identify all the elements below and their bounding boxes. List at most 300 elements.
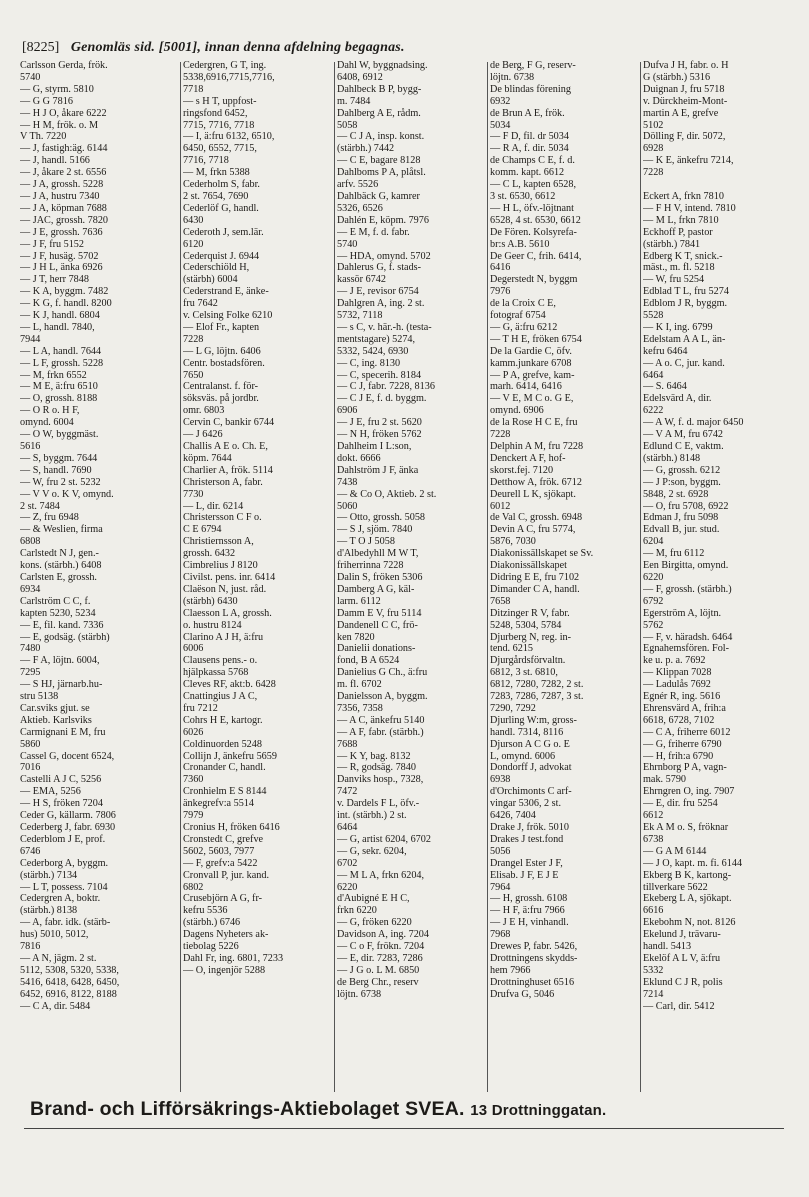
directory-line: — R A, f. dir. 5034 [490,143,569,155]
directory-line: Dahlbäck G, kamrer [337,190,420,202]
directory-column [337,60,488,1001]
directory-line: Dufva J H, fabr. o. H [643,60,729,71]
directory-line: Coldinuorden 5248 [183,738,262,750]
directory-column [183,60,335,977]
directory-line: 6746 [20,845,41,857]
directory-line: Drottningens skydds- [490,952,578,964]
directory-line: Dahlbeck B P, bygg- [337,83,422,95]
directory-line: De Fören. Kolsyrefa- [490,226,577,238]
directory-line: 6012 [490,500,511,512]
directory-line: Denckert A F, hof- [490,452,566,464]
directory-line: — J A, hustru 7340 [20,190,100,202]
directory-line: Cederblom J E, prof. [20,833,106,845]
directory-line: — J, fastigh:äg. 6144 [20,143,108,155]
directory-column [490,60,641,1001]
directory-line: — J H L, änka 6926 [20,262,103,274]
directory-line: — G A M 6144 [643,845,707,857]
directory-line: Edblad T L, fru 5274 [643,286,729,298]
directory-line: Ehrnborg P A, vagn- [643,762,727,774]
directory-line: — S. 6464 [643,381,687,393]
directory-line: Djurberg N, reg. in- [490,631,572,643]
directory-line: v. Celsing Folke 6210 [183,310,273,322]
directory-line: — V A M, fru 6742 [643,429,724,441]
directory-line: Diakonissällskapet se Sv. [490,548,594,560]
directory-line: Danielius G Ch., ä:fru [337,667,428,679]
directory-line: De blindas förening [490,83,571,95]
directory-line: Dahlboms P A, plåtsl. [337,167,426,179]
directory-line: — K Y, bag. 8132 [337,750,411,762]
directory-line: Centralanst. f. för- [183,381,259,393]
directory-line: Cederschiöld H, [183,262,250,274]
directory-line: — J F, husäg. 5702 [20,250,99,262]
directory-line: — K J, handl. 6804 [20,310,100,322]
page-header [22,40,405,56]
directory-line: omynd. 6906 [490,405,544,417]
directory-line: Djurling W:m, gross- [490,714,577,726]
directory-line: Car.sviks gjut. se [20,702,90,714]
directory-line: hus) 5010, 5012, [20,929,89,941]
directory-line: 6006 [183,643,204,655]
directory-line: handl. 7314, 8116 [490,726,564,738]
directory-line: — M, frkn 5388 [183,167,250,179]
directory-line: 7730 [183,488,204,500]
directory-line: Dimander C A, handl. [490,583,580,595]
directory-line: 5332, 5424, 6930 [337,345,409,357]
directory-line: fru 7212 [183,702,218,714]
directory-line: 6026 [183,726,204,738]
directory-line: Cronander C, handl. [183,762,266,774]
directory-line: — C J, fabr. 7228, 8136 [337,381,435,393]
directory-line: — J G o. L M. 6850 [337,964,420,976]
directory-line: Drottninghuset 6516 [490,976,575,988]
directory-line: L, omynd. 6006 [490,750,556,762]
directory-line: Charlier A, frök. 5114 [183,464,273,476]
directory-line: Deurell L K, sjökapt. [490,488,576,500]
directory-line: 5112, 5308, 5320, 5338, [20,964,119,976]
directory-columns [20,60,792,1090]
directory-line: d'Aubigné E H C, [337,893,410,905]
directory-line: — S, byggm. 7644 [20,452,98,464]
directory-line: — L T, possess. 7104 [20,881,108,893]
directory-line: De la Gardie C, öfv. [490,345,572,357]
directory-line: 7228 [183,333,204,345]
directory-line: — M, fru 6112 [643,548,705,560]
directory-line: — C A, friherre 6012 [643,726,731,738]
directory-line: 2 st. 7654, 7690 [183,190,249,202]
directory-line: 3 st. 6530, 6612 [490,190,556,202]
directory-line: Danielii donations- [337,643,416,655]
directory-line: 7438 [337,476,358,488]
directory-line: kons. (stärbh.) 6408 [20,560,102,572]
directory-line: Edlund C E, vaktm. [643,441,724,452]
directory-line: — F, v. häradsh. 6464 [643,631,733,643]
directory-line: — J E, fru 2 st. 5620 [337,417,422,429]
directory-line: 7214 [643,988,664,1000]
directory-line: Carlstedt N J, gen.- [20,548,99,560]
directory-line: 6464 [337,822,358,833]
directory-line: 5762 [643,619,664,631]
directory-line: Ekebohm N, not. 8126 [643,917,736,929]
directory-line: — A W, f. d. major 6450 [643,417,744,429]
directory-line: V Th. 7220 [20,131,67,143]
directory-line: 7290, 7292 [490,702,536,714]
directory-line: — C L, kapten 6528, [490,179,577,191]
directory-line: hem 7966 [490,964,531,976]
directory-line: Eckert A, frkn 7810 [643,190,724,202]
directory-line: — E, fil. kand. 7336 [20,619,104,631]
directory-line: (stärbh.) 8148 [643,452,701,464]
directory-line: larm. 6112 [337,595,381,607]
directory-line: 6430 [183,214,204,226]
directory-line: br:s A.B. 5610 [490,238,550,250]
directory-line: köpm. 7644 [183,452,232,464]
directory-line: Challis A E o. Ch. E, [183,441,268,452]
directory-line: 5740 [20,71,41,83]
directory-line: 7968 [490,929,511,941]
directory-line: 6416 [490,262,511,274]
directory-line: Cleves RF, akt:b. 6428 [183,679,276,691]
directory-line: Civilst. pens. inr. 6414 [183,571,276,583]
directory-line: Didring E E, fru 7102 [490,571,580,583]
directory-line: Ehrngren O, ing. 7907 [643,786,735,798]
directory-line: kefru 6464 [643,345,688,357]
directory-line: Ekelund J, trävaru- [643,929,721,941]
directory-line: Aktieb. Karlsviks [20,714,92,726]
directory-line: tiebolag 5226 [183,941,239,953]
directory-line: — V E, M C o. G E, [490,393,574,405]
directory-line: de Champs C E, f. d. [490,155,575,167]
directory-line: 5732, 7118 [337,310,383,322]
directory-line: — C A, dir. 5484 [20,1000,91,1012]
directory-line: 6938 [490,774,511,786]
directory-line: (stärbh.) 6746 [183,917,241,929]
directory-line: — F, grefv:a 5422 [183,857,258,869]
directory-line: Castelli A J C, 5256 [20,774,102,786]
directory-line: 6792 [643,595,664,607]
directory-line: (stärbh) 6430 [183,595,238,607]
directory-line: Clarino A J H, ä:fru [183,631,264,643]
directory-line: Drufva G, 5046 [490,988,555,1000]
directory-line: Dalin S, fröken 5306 [337,571,423,583]
directory-line: änkegrefv:a 5514 [183,798,254,810]
directory-line: — K I, ing. 6799 [643,321,713,333]
directory-line: o. hustru 8124 [183,619,242,631]
directory-line: 7228 [643,167,664,179]
directory-line: — E, godsäg. (stärbh) [20,631,110,643]
directory-line: 7356, 7358 [337,702,383,714]
directory-line: G (stärbh.) 5316 [643,71,711,83]
directory-line: — H, frih:a 6790 [643,750,714,762]
directory-line: Christerson A, fabr. [183,476,263,488]
directory-line: Een Birgitta, omynd. [643,560,729,572]
directory-line: v. Dardels F L, öfv.- [337,798,420,810]
directory-line: Devin A C, fru 5774, [490,524,576,536]
directory-line: — C, specerih. 8184 [337,369,422,381]
directory-line: (stärbh.) 8138 [20,905,78,917]
advert-address: 13 Drottninggatan. [470,1102,607,1119]
directory-line: Djurgårdsförvaltn. [490,655,566,667]
directory-line: 5326, 6526 [337,202,383,214]
directory-line: — G, ä:fru 6212 [490,321,558,333]
directory-line: — C, ing. 8130 [337,357,401,369]
directory-line: Dahl Fr, ing. 6801, 7233 [183,952,284,964]
directory-line: — M E, ä:fru 6510 [20,381,98,393]
directory-line: tillverkare 5622 [643,881,708,893]
directory-line: — S HJ, järnarb.hu- [20,679,103,691]
directory-line: Elisab. J F, E J E [490,869,559,881]
directory-line: Collijn J, änkefru 5659 [183,750,277,762]
directory-line: — C o F, frökn. 7204 [337,941,425,953]
directory-line: kefru 5536 [183,905,228,917]
directory-line: Cederstrand E, änke- [183,286,269,298]
directory-line: — G, friherre 6790 [643,738,722,750]
directory-line: — G, artist 6204, 6702 [337,833,431,845]
directory-line: kapten 5230, 5234 [20,607,96,619]
directory-line: 6464 [643,369,664,381]
directory-line: — A C, änkefru 5140 [337,714,425,726]
directory-line: 7472 [337,786,358,798]
directory-line: — C J E, f. d. byggm. [337,393,427,405]
directory-line: Edvall B, jur. stud. [643,524,720,536]
directory-line: 6906 [337,405,358,417]
directory-line: (stärbh.) 7442 [337,143,395,155]
directory-line: 5416, 6418, 6428, 6450, [20,976,120,988]
directory-line: Davidson A, ing. 7204 [337,929,429,941]
column-divider [640,62,641,1092]
directory-line: De Geer C, frih. 6414, [490,250,582,262]
directory-line: — & Co O, Aktieb. 2 st. [337,488,437,500]
directory-line: 6222 [643,405,664,417]
directory-line: — J A, köpman 7688 [20,202,107,214]
directory-line: Drakes J test.fond [490,833,564,845]
directory-line: — F, grossh. (stärbh.) [643,583,732,595]
column-divider [487,62,488,1092]
directory-line: 6808 [20,536,41,548]
directory-line: — L A, handl. 7644 [20,345,102,357]
directory-line: — L G, löjtn. 6406 [183,345,261,357]
directory-line: 6426, 7404 [490,810,536,822]
directory-line: — K G, f. handl. 8200 [20,298,112,310]
directory-line: stru 5138 [20,691,59,703]
directory-line: — E, dir. 7283, 7286 [337,952,423,964]
directory-line: Dahlerus G, f. stads- [337,262,422,274]
directory-line: — EMA, 5256 [20,786,81,798]
directory-line: d'Orchimonts C arf- [490,786,572,798]
directory-line: mak. 5790 [643,774,687,786]
directory-line: — O W, byggmäst. [20,429,99,441]
directory-line: — s H T, uppfost- [183,95,257,107]
directory-line: 7715, 7716, 7718 [183,119,255,131]
directory-line: — V V o. K V, omynd. [20,488,114,500]
directory-line: 6220 [337,881,358,893]
directory-line: ken 7820 [337,631,375,643]
directory-line: — Carl, dir. 5412 [643,1000,715,1012]
directory-line: — H L, öfv.-löjtnant [490,202,574,214]
directory-line: Edelsvärd A, dir. [643,393,712,405]
column-divider [180,62,181,1092]
directory-line: Edblom J R, byggm. [643,298,728,310]
directory-line: skorst.fej. 7120 [490,464,554,476]
directory-line: omynd. 6004 [20,417,74,429]
directory-line: grossh. 6432 [183,548,236,560]
directory-line: — O, grossh. 8188 [20,393,98,405]
directory-line: Dondorff J, advokat [490,762,572,774]
directory-line: Eckhoff P, pastor [643,226,713,238]
directory-line: 5876, 7030 [490,536,536,548]
directory-line: — S, handl. 7690 [20,464,92,476]
directory-line: — Ladulås 7692 [643,679,711,691]
directory-line: 5102 [643,119,664,131]
directory-line: Detthow A, frök. 6712 [490,476,582,488]
directory-line: — W, fru 2 st. 5232 [20,476,101,488]
directory-line: — K E, änkefru 7214, [643,155,734,167]
directory-line: 5528 [643,310,664,322]
directory-line: 7228 [490,429,511,441]
directory-line: Diakonissällskapet [490,560,567,572]
directory-line: 7944 [20,333,41,345]
footer-rule [24,1128,784,1129]
directory-line: 5060 [337,500,358,512]
directory-line: Dölling F, dir. 5072, [643,131,726,143]
directory-line: Ekelöf A L V, ä:fru [643,952,721,964]
directory-line: — C J A, insp. konst. [337,131,425,143]
directory-line: Cohrs H E, kartogr. [183,714,263,726]
directory-line: d'Albedyhll M W T, [337,548,419,560]
directory-line: Dandenell C C, frö- [337,619,418,631]
directory-line: (stärbh.) 7841 [643,238,701,250]
directory-line: — & Weslien, firma [20,524,103,536]
directory-line: — J P:son, byggm. [643,476,721,488]
directory-line: 7658 [490,595,511,607]
directory-line: — L, handl. 7840, [20,321,95,333]
directory-line: Cervin C, bankir 6744 [183,417,275,429]
directory-line: Claesson L A, grossh. [183,607,272,619]
directory-line: — s C, v. här.-h. (testa- [337,321,432,333]
directory-line: de Brun A E, frök. [490,107,565,119]
directory-line: — H, grossh. 6108 [490,893,568,905]
directory-line: 5860 [20,738,41,750]
directory-line: — O R o. H F, [20,405,80,417]
directory-line: Drewes P, fabr. 5426, [490,941,578,953]
directory-line: Carmignani E M, fru [20,726,106,738]
directory-line: 6928 [643,143,664,155]
directory-line: de Berg, F G, reserv- [490,60,576,71]
directory-line: Edman J, fru 5098 [643,512,719,524]
directory-line: Carlström C C, f. [20,595,91,607]
directory-line: Djurson A C G o. E [490,738,570,750]
directory-line: 5338,6916,7715,7716, [183,71,275,83]
directory-line: 7016 [20,762,41,774]
directory-line: Carlsten E, grossh. [20,571,97,583]
directory-line: de la Croix C E, [490,298,556,310]
directory-line: de la Rose H C E, fru [490,417,578,429]
directory-line: handl. 5413 [643,941,692,953]
directory-line: Clausens pens.- o. [183,655,258,667]
directory-line: löjtn. 6738 [490,71,535,83]
directory-line: 7816 [20,941,41,953]
directory-line: friherrinna 7228 [337,560,404,572]
directory-line: Dahl W, byggnadsing. [337,60,428,71]
directory-line: Ekeberg L A, sjökapt. [643,893,732,905]
directory-line: 6204 [643,536,664,548]
directory-line: — J A, grossh. 5228 [20,179,104,191]
directory-line: — A F, fabr. (stärbh.) [337,726,424,738]
directory-line: de Berg Chr., reserv [337,976,419,988]
directory-line: Edelstam A A L, än- [643,333,726,345]
directory-line: — H S, fröken 7204 [20,798,103,810]
directory-line: — A, fabr. idk. (stärb- [20,917,111,929]
directory-line: Cedergren A, boktr. [20,893,101,905]
directory-line: — L, dir. 6214 [183,500,244,512]
directory-line: söksväs. på jordbr. [183,393,259,405]
directory-line: mentstagare) 5274, [337,333,416,345]
directory-line: 7688 [337,738,358,750]
directory-line: Dahlgren A, ing. 2 st. [337,298,425,310]
directory-line: 6220 [643,571,664,583]
directory-line: 6738 [643,833,664,845]
directory-line: m. 7484 [337,95,371,107]
directory-line: — A N, jägm. 2 st. [20,952,97,964]
directory-line: Ehrensvärd A, frih:a [643,702,726,714]
directory-line: Danviks hosp., 7328, [337,774,424,786]
directory-line: hjälpkassa 5768 [183,667,249,679]
directory-line: Claëson N, just. råd. [183,583,267,595]
directory-line: C E 6794 [183,524,222,536]
directory-line: — J, handl. 5166 [20,155,90,167]
directory-line: Ek A M o. S, fröknar [643,822,729,833]
directory-line: — Elof Fr., kapten [183,321,260,333]
directory-line: — J, åkare 2 st. 6556 [20,167,107,179]
directory-line: frkn 6220 [337,905,377,917]
directory-line: 5848, 2 st. 6928 [643,488,709,500]
directory-line: martin A E, grefve [643,107,719,119]
directory-line: — J O, kapt. m. fi. 6144 [643,857,743,869]
directory-line: (stärbh.) 7134 [20,869,78,881]
directory-line: Dagens Nyheters ak- [183,929,269,941]
directory-line: — F D, fil. dr 5034 [490,131,569,143]
directory-line: — S J, sjöm. 7840 [337,524,413,536]
directory-line: — G, fröken 6220 [337,917,412,929]
directory-line: — HDA, omynd. 5702 [337,250,431,262]
directory-line: — Klippan 7028 [643,667,712,679]
directory-line: — G, grossh. 6212 [643,464,721,476]
directory-line: — F H V, intend. 7810 [643,202,736,214]
directory-line: — F A, löjtn. 6004, [20,655,100,667]
directory-line: tend. 6215 [490,643,534,655]
page-number: [8225] [22,40,60,55]
directory-line: — K A, byggm. 7482 [20,286,109,298]
directory-line: 6408, 6912 [337,71,383,83]
directory-line: Cederholm S, fabr. [183,179,260,191]
directory-line: Ekberg B K, kartong- [643,869,732,881]
directory-line: Dahlheim I L:son, [337,441,412,452]
directory-line: 7964 [490,881,511,893]
directory-line: — P A, grefve, kam- [490,369,575,381]
directory-line: Drangel Ester J F, [490,857,563,869]
page-title: Genomläs sid. [5001], innan denna afdelning begagnas. [70,40,405,55]
directory-line: Christersson C F o. [183,512,262,524]
directory-line: arfv. 5526 [337,179,379,191]
directory-line: komm. kapt. 6612 [490,167,565,179]
directory-line: — J 6426 [183,429,223,441]
directory-line: 7480 [20,643,41,655]
directory-line: — G G 7816 [20,95,73,107]
directory-line: dokt. 6666 [337,452,381,464]
directory-line: — O, ingenjör 5288 [183,964,266,976]
directory-line: vingar 5306, 2 st. [490,798,562,810]
directory-line: löjtn. 6738 [337,988,382,1000]
directory-line: Ditzinger R V, fabr. [490,607,570,619]
